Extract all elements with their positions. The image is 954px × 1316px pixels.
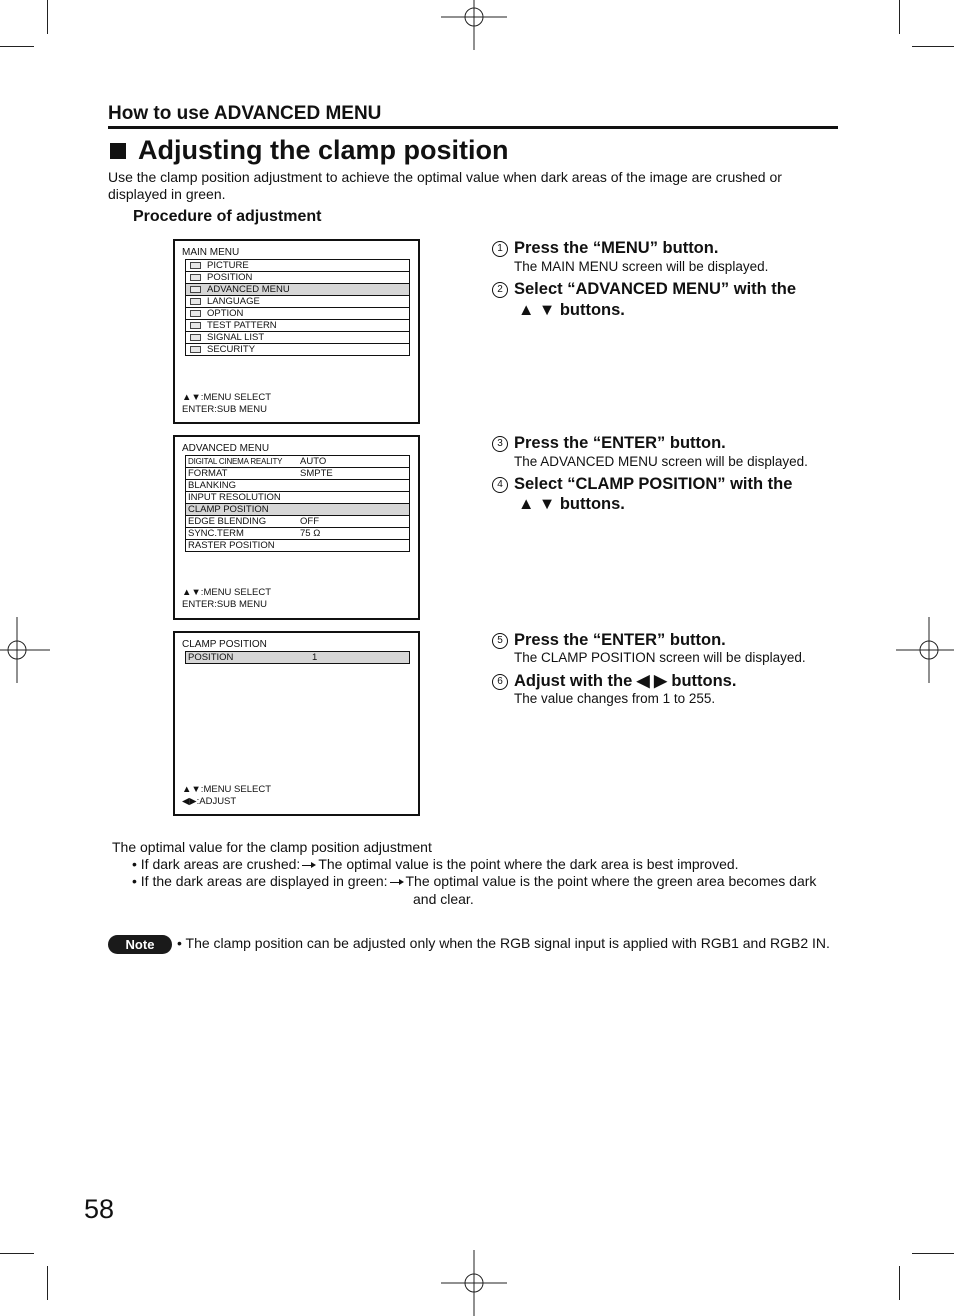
crop-mark <box>47 0 48 34</box>
menu-item-test-pattern[interactable]: TEST PATTERN <box>186 320 409 332</box>
crop-mark <box>912 46 954 47</box>
menu-item-clamp-position[interactable]: CLAMP POSITION <box>186 504 409 516</box>
step-number: 2 <box>492 282 508 298</box>
step-heading: Adjust with the ◀ ▶ buttons. <box>514 672 737 690</box>
step-heading: Press the “MENU” button. <box>514 239 719 257</box>
procedure-title: Procedure of adjustment <box>133 208 322 225</box>
menu-item-security[interactable]: SECURITY <box>186 344 409 355</box>
registration-mark-bottom <box>441 1250 507 1316</box>
menu-item-digital-cinema-reality[interactable]: DIGITAL CINEMA REALITY AUTO <box>186 456 409 468</box>
step-description: The MAIN MENU screen will be displayed. <box>514 259 769 274</box>
menu-item-signal-list[interactable]: SIGNAL LIST <box>186 332 409 344</box>
clamp-position-screen <box>173 631 420 816</box>
arrow-icon <box>390 878 404 886</box>
step-number: 6 <box>492 674 508 690</box>
menu-item-option[interactable]: OPTION <box>186 308 409 320</box>
security-icon <box>190 346 201 353</box>
page-title <box>110 135 509 166</box>
menu-item-edge-blending[interactable]: EDGE BLENDING OFF <box>186 516 409 528</box>
step-description: The value changes from 1 to 255. <box>514 691 716 706</box>
registration-mark-top <box>441 0 507 50</box>
screen-footer: ▲▼:MENU SELECT ◀▶:ADJUST <box>182 784 272 807</box>
step-description: The ADVANCED MENU screen will be displayed. <box>514 454 808 469</box>
optimal-title: The optimal value for the clamp position adjustment <box>112 839 432 855</box>
screen-footer: ▲▼:MENU SELECT ENTER:SUB MENU <box>182 392 272 415</box>
optimal-bullet-1: • If dark areas are crushed: The optimal value is the point where the dark area is best improved. <box>132 856 739 872</box>
note-badge: Note <box>108 935 172 954</box>
menu-item-input-resolution[interactable]: INPUT RESOLUTION <box>186 492 409 504</box>
registration-mark-left <box>0 617 50 683</box>
step-number: 5 <box>492 633 508 649</box>
clamp-position-list <box>185 651 410 664</box>
menu-item-picture[interactable]: PICTURE <box>186 260 409 272</box>
intro-paragraph: Use the clamp position adjustment to achieve the optimal value when dark areas of the image are crushed or displayed in green. <box>108 169 782 202</box>
step-heading: Press the “ENTER” button. <box>514 631 726 649</box>
menu-item-advanced-menu[interactable]: ADVANCED MENU <box>186 284 409 296</box>
page-number: 58 <box>84 1194 115 1224</box>
square-bullet-icon <box>110 143 126 159</box>
screen-title: CLAMP POSITION <box>182 639 267 650</box>
optimal-bullet-2-cont: and clear. <box>413 891 474 907</box>
language-icon <box>190 298 201 305</box>
crop-mark <box>0 1253 34 1254</box>
section-header <box>108 103 838 129</box>
screen-title: ADVANCED MENU <box>182 443 270 454</box>
screen-title: MAIN MENU <box>182 247 240 258</box>
menu-item-raster-position[interactable]: RASTER POSITION <box>188 540 275 551</box>
section-header-text: How to use ADVANCED MENU <box>108 103 382 124</box>
step-heading: Select “ADVANCED MENU” with the <box>514 280 797 298</box>
advanced-menu-icon <box>190 286 201 293</box>
screen-footer: ▲▼:MENU SELECT ENTER:SUB MENU <box>182 587 272 610</box>
step-heading: Select “CLAMP POSITION” with the <box>514 475 793 493</box>
advanced-menu-screen <box>173 435 420 620</box>
option-icon <box>190 310 201 317</box>
step-heading-line2: ▲ ▼ buttons. <box>518 495 625 513</box>
advanced-menu-list <box>185 455 410 552</box>
crop-mark <box>912 1253 954 1254</box>
menu-item-format[interactable]: FORMAT SMPTE <box>186 468 409 480</box>
step-heading-line2: ▲ ▼ buttons. <box>518 301 625 319</box>
registration-mark-right <box>896 617 954 683</box>
menu-item-blanking[interactable]: BLANKING <box>186 480 409 492</box>
step-heading: Press the “ENTER” button. <box>514 434 726 452</box>
main-menu-list <box>185 259 410 356</box>
step-number: 4 <box>492 477 508 493</box>
menu-item-language[interactable]: LANGUAGE <box>186 296 409 308</box>
arrow-icon <box>302 861 316 869</box>
menu-item-sync-term[interactable]: SYNC.TERM 75 Ω <box>186 528 409 540</box>
note-text: • The clamp position can be adjusted only when the RGB signal input is applied with RGB1 and RGB2 IN. <box>177 935 830 951</box>
test-pattern-icon <box>190 322 201 329</box>
crop-mark <box>899 1266 900 1300</box>
menu-item-position[interactable]: POSITION <box>186 272 409 284</box>
page-title-text: Adjusting the clamp position <box>138 135 509 165</box>
crop-mark <box>899 0 900 34</box>
step-number: 1 <box>492 241 508 257</box>
step-description: The CLAMP POSITION screen will be displayed. <box>514 650 806 665</box>
picture-icon <box>190 262 201 269</box>
position-icon <box>190 274 201 281</box>
step-number: 3 <box>492 436 508 452</box>
main-menu-screen <box>173 239 420 424</box>
crop-mark <box>47 1266 48 1300</box>
signal-list-icon <box>190 334 201 341</box>
optimal-bullet-2: • If the dark areas are displayed in green: The optimal value is the point where the green area becomes dark <box>132 873 817 889</box>
crop-mark <box>0 46 34 47</box>
menu-item-position-value[interactable]: POSITION 1 <box>186 652 409 663</box>
